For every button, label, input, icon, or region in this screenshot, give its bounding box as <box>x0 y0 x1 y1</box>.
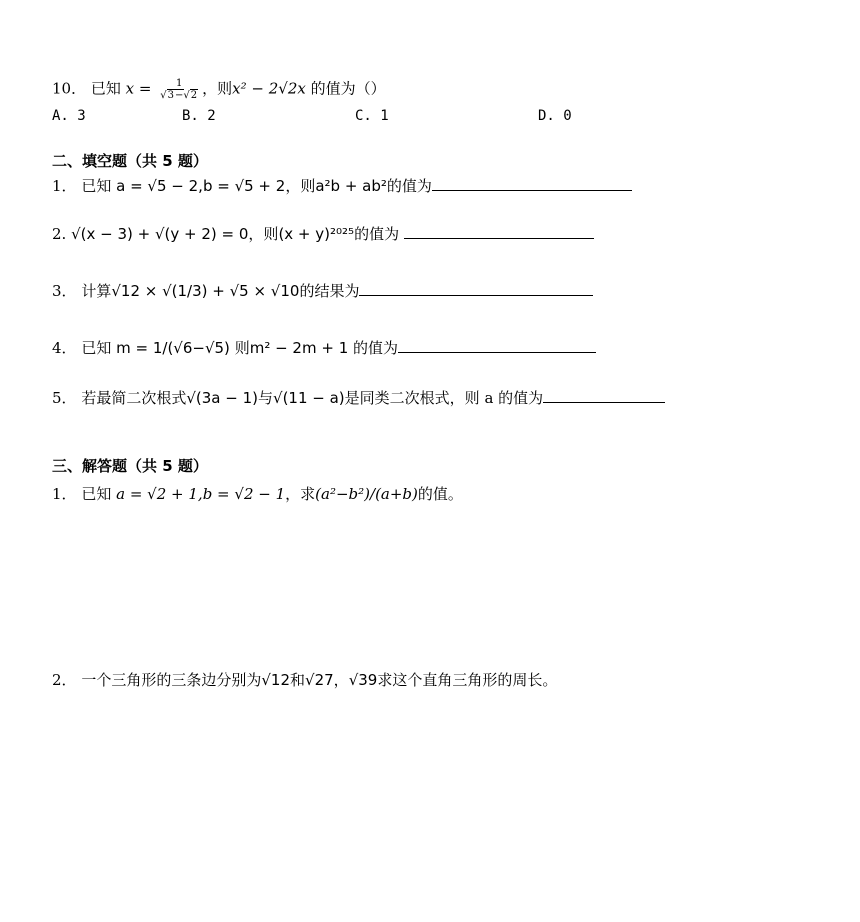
math-expression: a = √5 − 2,b = √5 + 2 <box>116 177 286 195</box>
fill-blank-item <box>52 224 594 244</box>
option-a: A. 3 <box>52 108 86 124</box>
math-expression: (a²−b²)/(a+b) <box>315 485 418 503</box>
item-text: 已知 <box>81 339 112 357</box>
item-text: 的结果为 <box>299 282 360 300</box>
item-text: ，则 <box>248 225 279 243</box>
question-text: 的值为（） <box>310 79 386 98</box>
math-expression: √12 × √(1/3) + √5 × √10 <box>111 282 300 300</box>
math-fraction: $\frac{1}{√3-√2}$ <box>160 78 198 101</box>
answer-item <box>52 484 463 504</box>
item-text: 的值。 <box>417 485 463 503</box>
item-text: 的值为 <box>386 177 432 195</box>
item-number: 5． <box>52 389 77 407</box>
item-text: ，则 <box>285 177 316 195</box>
question-text: 已知 <box>90 79 121 98</box>
item-text: 计算 <box>81 282 112 300</box>
math-equals: = <box>134 79 157 98</box>
math-expression: (x + y)²⁰²⁵ <box>278 225 355 243</box>
section-title: 二、填空题（共 5 题） <box>52 152 208 170</box>
item-text: ， <box>333 671 349 689</box>
item-number: 2． <box>52 671 77 689</box>
math-expression: m² − 2m + 1 <box>249 339 349 357</box>
item-number: 3． <box>52 282 77 300</box>
answer-blank[interactable] <box>432 189 632 191</box>
item-text: 若最简二次根式 <box>81 389 187 407</box>
math-expression: √(11 − a) <box>273 389 345 407</box>
item-text: 已知 <box>81 485 112 503</box>
answer-blank[interactable] <box>543 401 665 403</box>
item-text: 的值为 <box>354 225 400 243</box>
item-number: 4． <box>52 339 77 357</box>
question-10 <box>52 78 386 101</box>
item-text: 的值为 <box>348 339 399 357</box>
math-expression: √(3a − 1) <box>186 389 258 407</box>
math-expression: x² − 2√2x <box>232 79 306 98</box>
item-number: 1． <box>52 177 77 195</box>
item-text: ，求 <box>285 485 316 503</box>
fill-blank-item <box>52 281 593 301</box>
item-text: 一个三角形的三条边分别为 <box>81 671 262 689</box>
item-text: 与 <box>258 389 274 407</box>
question-text: ，则 <box>202 79 233 98</box>
math-expression: √(x − 3) + √(y + 2) = 0 <box>71 225 249 243</box>
item-number: 2. <box>52 225 67 243</box>
question-number: 10． <box>52 79 87 98</box>
option-d: D. 0 <box>538 108 572 124</box>
math-expression: √12 <box>261 671 290 689</box>
item-text: 和 <box>290 671 306 689</box>
fill-blank-item <box>52 388 665 408</box>
math-expression: a²b + ab² <box>315 177 387 195</box>
math-expression: √27 <box>305 671 334 689</box>
section-title: 三、解答题（共 5 题） <box>52 457 208 475</box>
item-text: 求这个直角三角形的周长。 <box>377 671 558 689</box>
item-text: 是同类二次根式，则 a 的值为 <box>344 389 544 407</box>
item-number: 1． <box>52 485 77 503</box>
answer-blank[interactable] <box>398 351 596 353</box>
answer-blank[interactable] <box>404 237 594 239</box>
item-text: 则 <box>229 339 250 357</box>
math-expression: m = 1/(√6−√5) <box>116 339 230 357</box>
math-expression: a = √2 + 1,b = √2 − 1 <box>116 485 286 503</box>
option-c: C. 1 <box>355 108 389 124</box>
fill-blank-item <box>52 338 596 358</box>
answer-item <box>52 670 557 690</box>
option-b: B. 2 <box>182 108 216 124</box>
math-expression: √39 <box>348 671 378 689</box>
math-variable: x <box>125 79 135 98</box>
item-text: 已知 <box>81 177 112 195</box>
fill-blank-item <box>52 176 632 196</box>
answer-blank[interactable] <box>359 294 593 296</box>
